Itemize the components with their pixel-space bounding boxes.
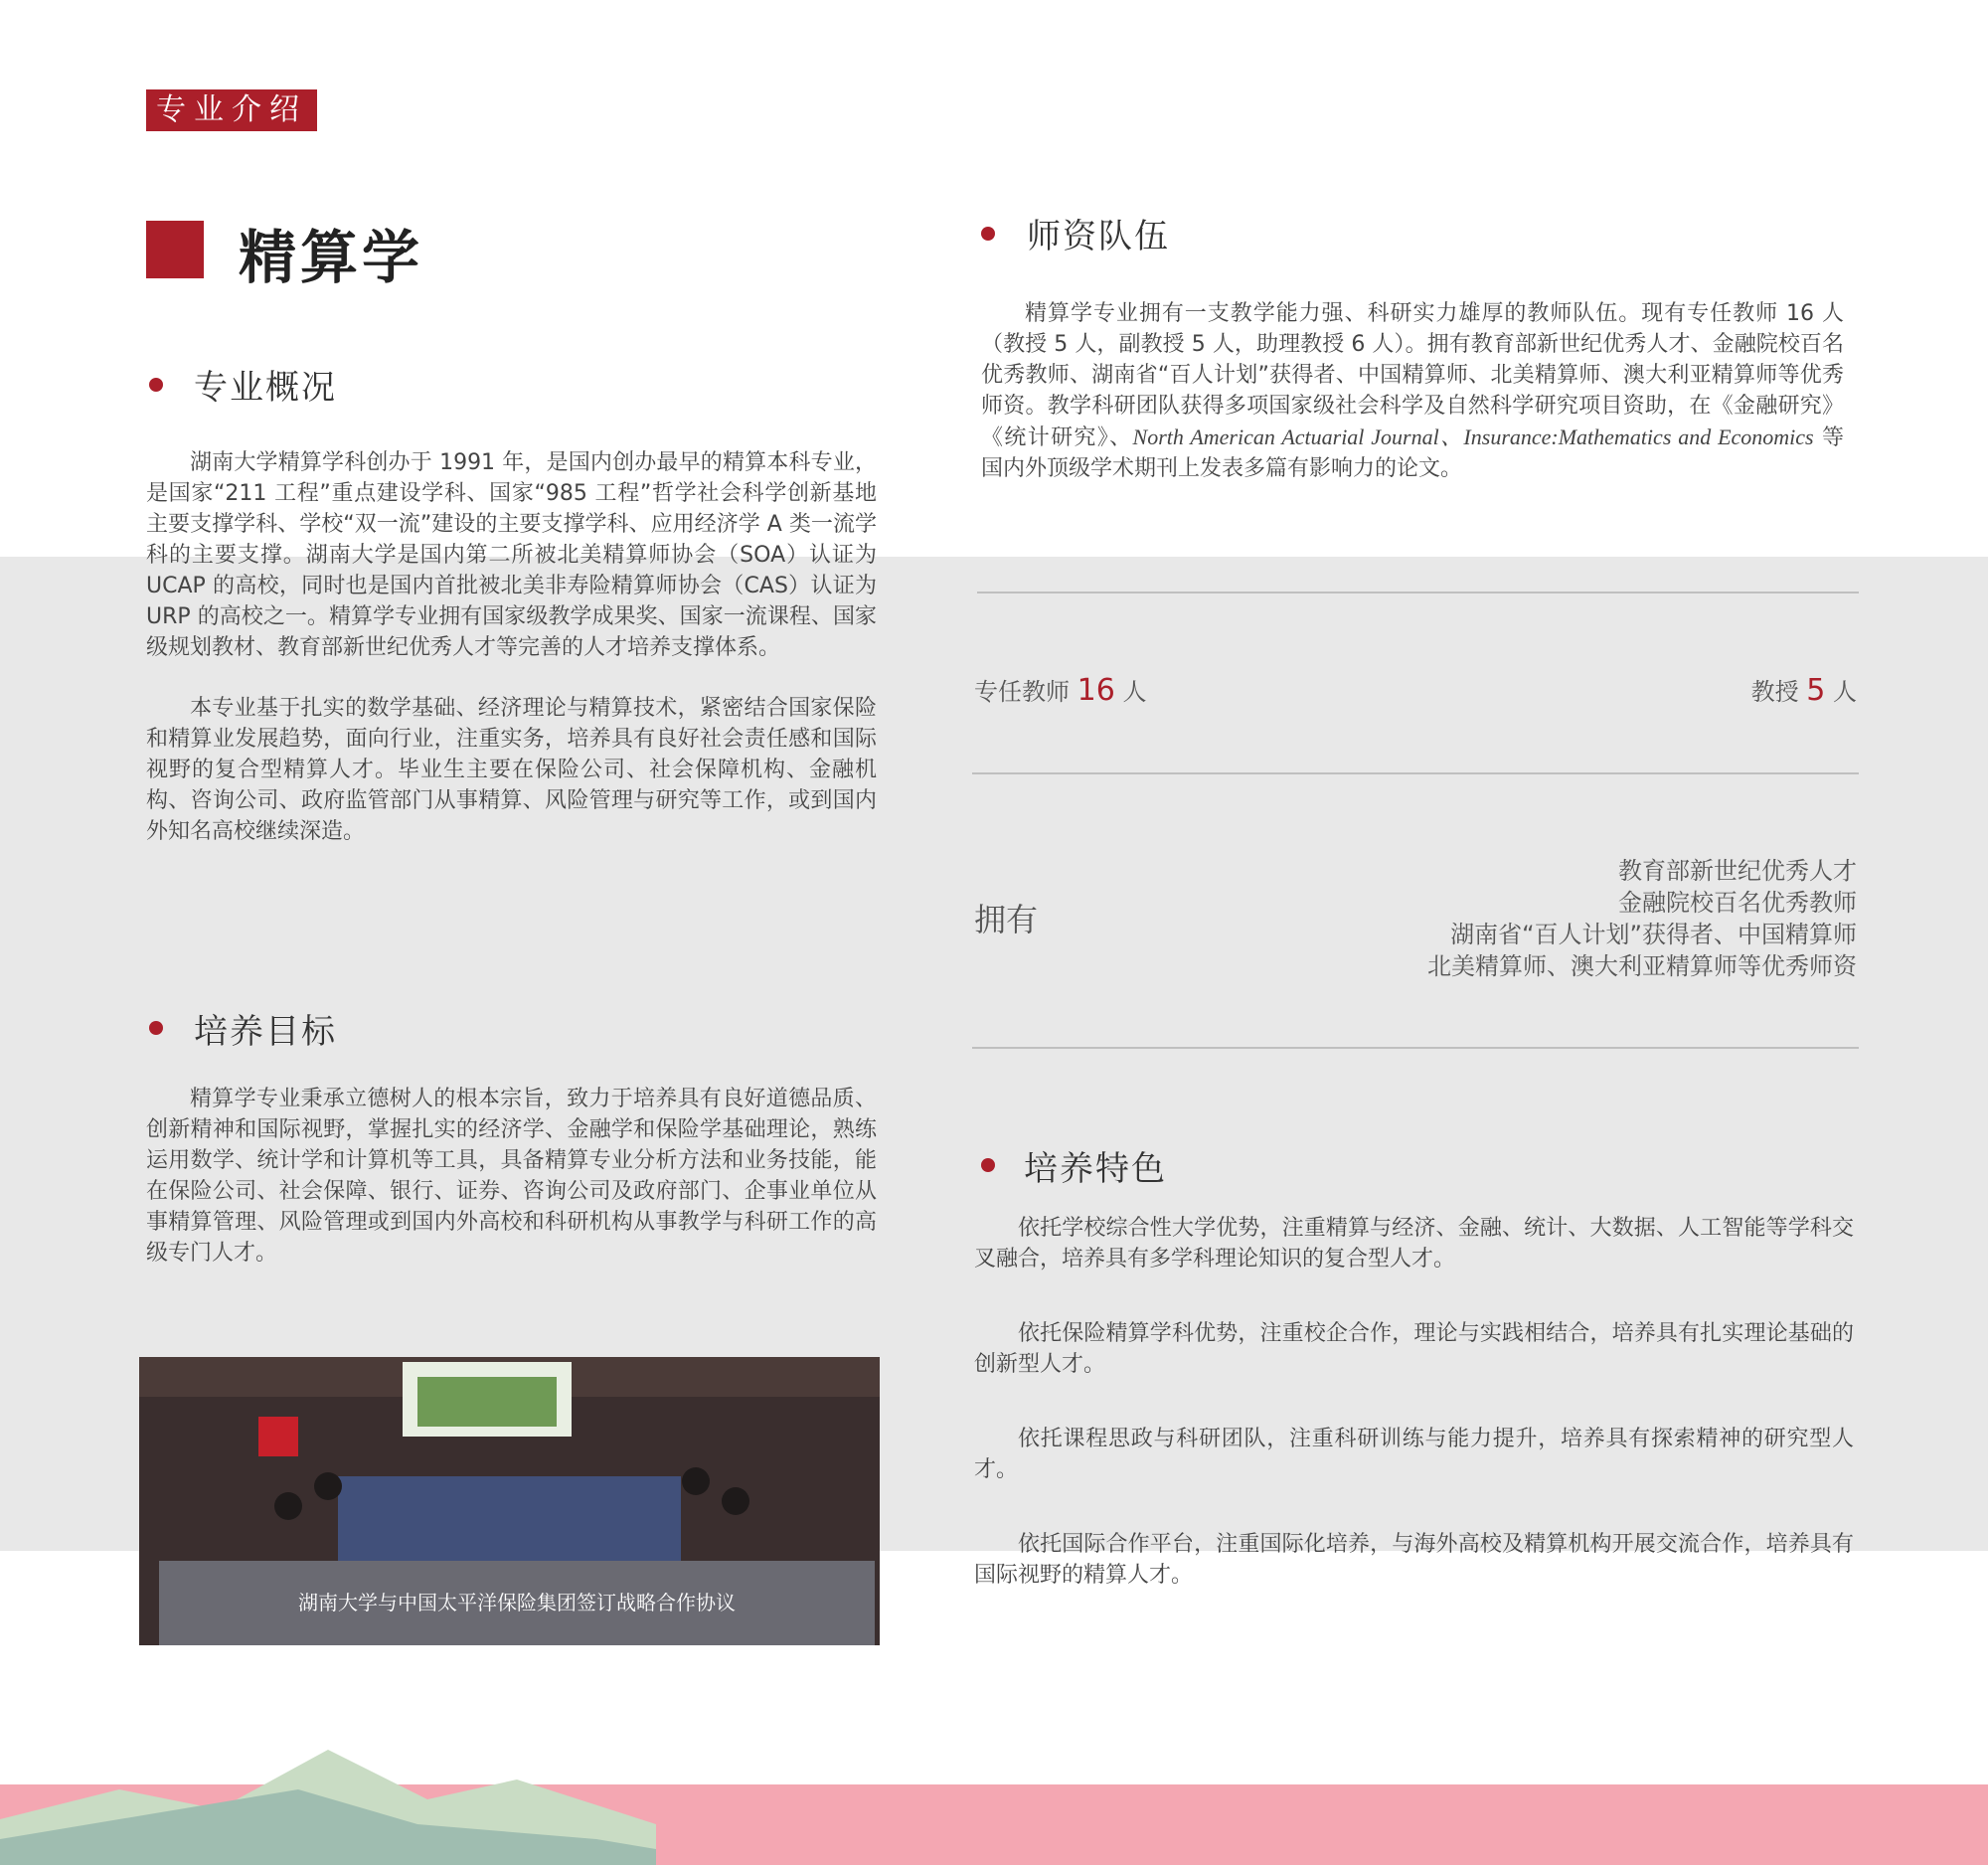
- bullet-icon: [149, 1021, 163, 1035]
- overview-body: [146, 447, 877, 877]
- honors-label: 拥有: [974, 901, 1039, 938]
- stat-label: 教授: [1750, 678, 1799, 706]
- stat-faculty: [974, 672, 1146, 708]
- mountain-decoration: [0, 1730, 656, 1865]
- faculty-text-end: 等国内外顶级学术期刊上发表多篇有影响力的论文。: [981, 425, 1844, 481]
- bullet-icon: [981, 1158, 995, 1172]
- photo-caption: 湖南大学与中国太平洋保险集团签订战略合作协议: [159, 1561, 875, 1645]
- stat-value: 5: [1806, 673, 1826, 708]
- faculty-text: 精算学专业拥有一支教学能力强、科研实力雄厚的教师队伍。现有专任教师 16 人（教授 5 人，副教授 5 人，助理教授 6 人）。拥有教育部新世纪优秀人才、金融院校百名优秀教师、湖南省“百人计划”获得者、中国精算师、北美精算师、澳大利亚精算师等优秀师资。教学科研团队获得多项国家级社会科学及自然科学研究项目资助，在《金融研究》《统计研究》、: [981, 301, 1844, 450]
- stat-value: 16: [1077, 673, 1115, 708]
- goals-body: [146, 1084, 877, 1298]
- faculty-heading: 师资队伍: [1027, 217, 1170, 256]
- divider: [972, 772, 1859, 774]
- stat-professors: [1751, 672, 1857, 708]
- feature-item: 依托国际合作平台，注重国际化培养，与海外高校及精算机构开展交流合作，培养具有国际视野的精算人才。: [974, 1532, 1854, 1588]
- honor-item: 湖南省“百人计划”获得者、中国精算师: [1450, 921, 1857, 948]
- divider: [972, 1047, 1859, 1049]
- features-heading: 培养特色: [1024, 1149, 1167, 1189]
- feature-item: 依托保险精算学科优势，注重校企合作，理论与实践相结合，培养具有扎实理论基础的创新型人才。: [974, 1321, 1854, 1377]
- goals-paragraph: 精算学专业秉承立德树人的根本宗旨，致力于培养具有良好道德品质、创新精神和国际视野，掌握扎实的经济学、金融学和保险学基础理论，熟练运用数学、统计学和计算机等工具，具备精算专业分析方法和业务技能，能在保险公司、社会保障、银行、证券、咨询公司及政府部门、企事业单位从事精算管理、风险管理或到国内外高校和科研机构从事教学与科研工作的高级专门人才。: [146, 1087, 877, 1266]
- faculty-body: [981, 298, 1844, 484]
- overview-paragraph: 本专业基于扎实的数学基础、经济理论与精算技术，紧密结合国家保险和精算业发展趋势，面向行业，注重实务，培养具有良好社会责任感和国际视野的复合型精算人才。毕业生主要在保险公司、社会保障机构、金融机构、咨询公司、政府监管部门从事精算、风险管理与研究等工作，或到国内外知名高校继续深造。: [146, 696, 877, 844]
- overview-paragraph: 湖南大学精算学科创办于 1991 年，是国内创办最早的精算本科专业，是国家“211 工程”重点建设学科、国家“985 工程”哲学社会科学创新基地主要支撑学科、学校“双一流”建设的主要支撑学科、应用经济学 A 类一流学科的主要支撑。湖南大学是国内第二所被北美精算师协会（SOA）认证为 UCAP 的高校，同时也是国内首批被北美非寿险精算师协会（CAS）认证为 URP 的高校之一。精算学专业拥有国家级教学成果奖、国家一流课程、国家级规划教材、教育部新世纪优秀人才等完善的人才培养支撑体系。: [146, 450, 877, 660]
- page-title: 精算学: [239, 224, 424, 291]
- bullet-icon: [981, 227, 995, 241]
- honors-list: [1427, 855, 1857, 982]
- stat-label: 专任教师: [974, 678, 1070, 706]
- feature-item: 依托课程思政与科研团队，注重科研训练与能力提升，培养具有探索精神的研究型人才。: [974, 1427, 1854, 1482]
- features-body: [974, 1213, 1854, 1591]
- faculty-journals: North American Actuarial Journal、Insurance:Mathematics and Economics: [1132, 424, 1814, 449]
- section-tag: 专业介绍: [146, 89, 317, 131]
- title-marker: [146, 221, 204, 278]
- bullet-icon: [149, 378, 163, 392]
- honor-item: 北美精算师、澳大利亚精算师等优秀师资: [1427, 952, 1857, 980]
- overview-heading: 专业概况: [194, 368, 337, 408]
- stat-unit: 人: [1833, 678, 1857, 706]
- goals-heading: 培养目标: [194, 1012, 337, 1052]
- honor-item: 教育部新世纪优秀人才: [1618, 857, 1857, 885]
- stat-unit: 人: [1122, 678, 1147, 706]
- feature-item: 依托学校综合性大学优势，注重精算与经济、金融、统计、大数据、人工智能等学科交叉融合，培养具有多学科理论知识的复合型人才。: [974, 1216, 1854, 1272]
- honor-item: 金融院校百名优秀教师: [1618, 889, 1857, 917]
- divider: [977, 592, 1859, 593]
